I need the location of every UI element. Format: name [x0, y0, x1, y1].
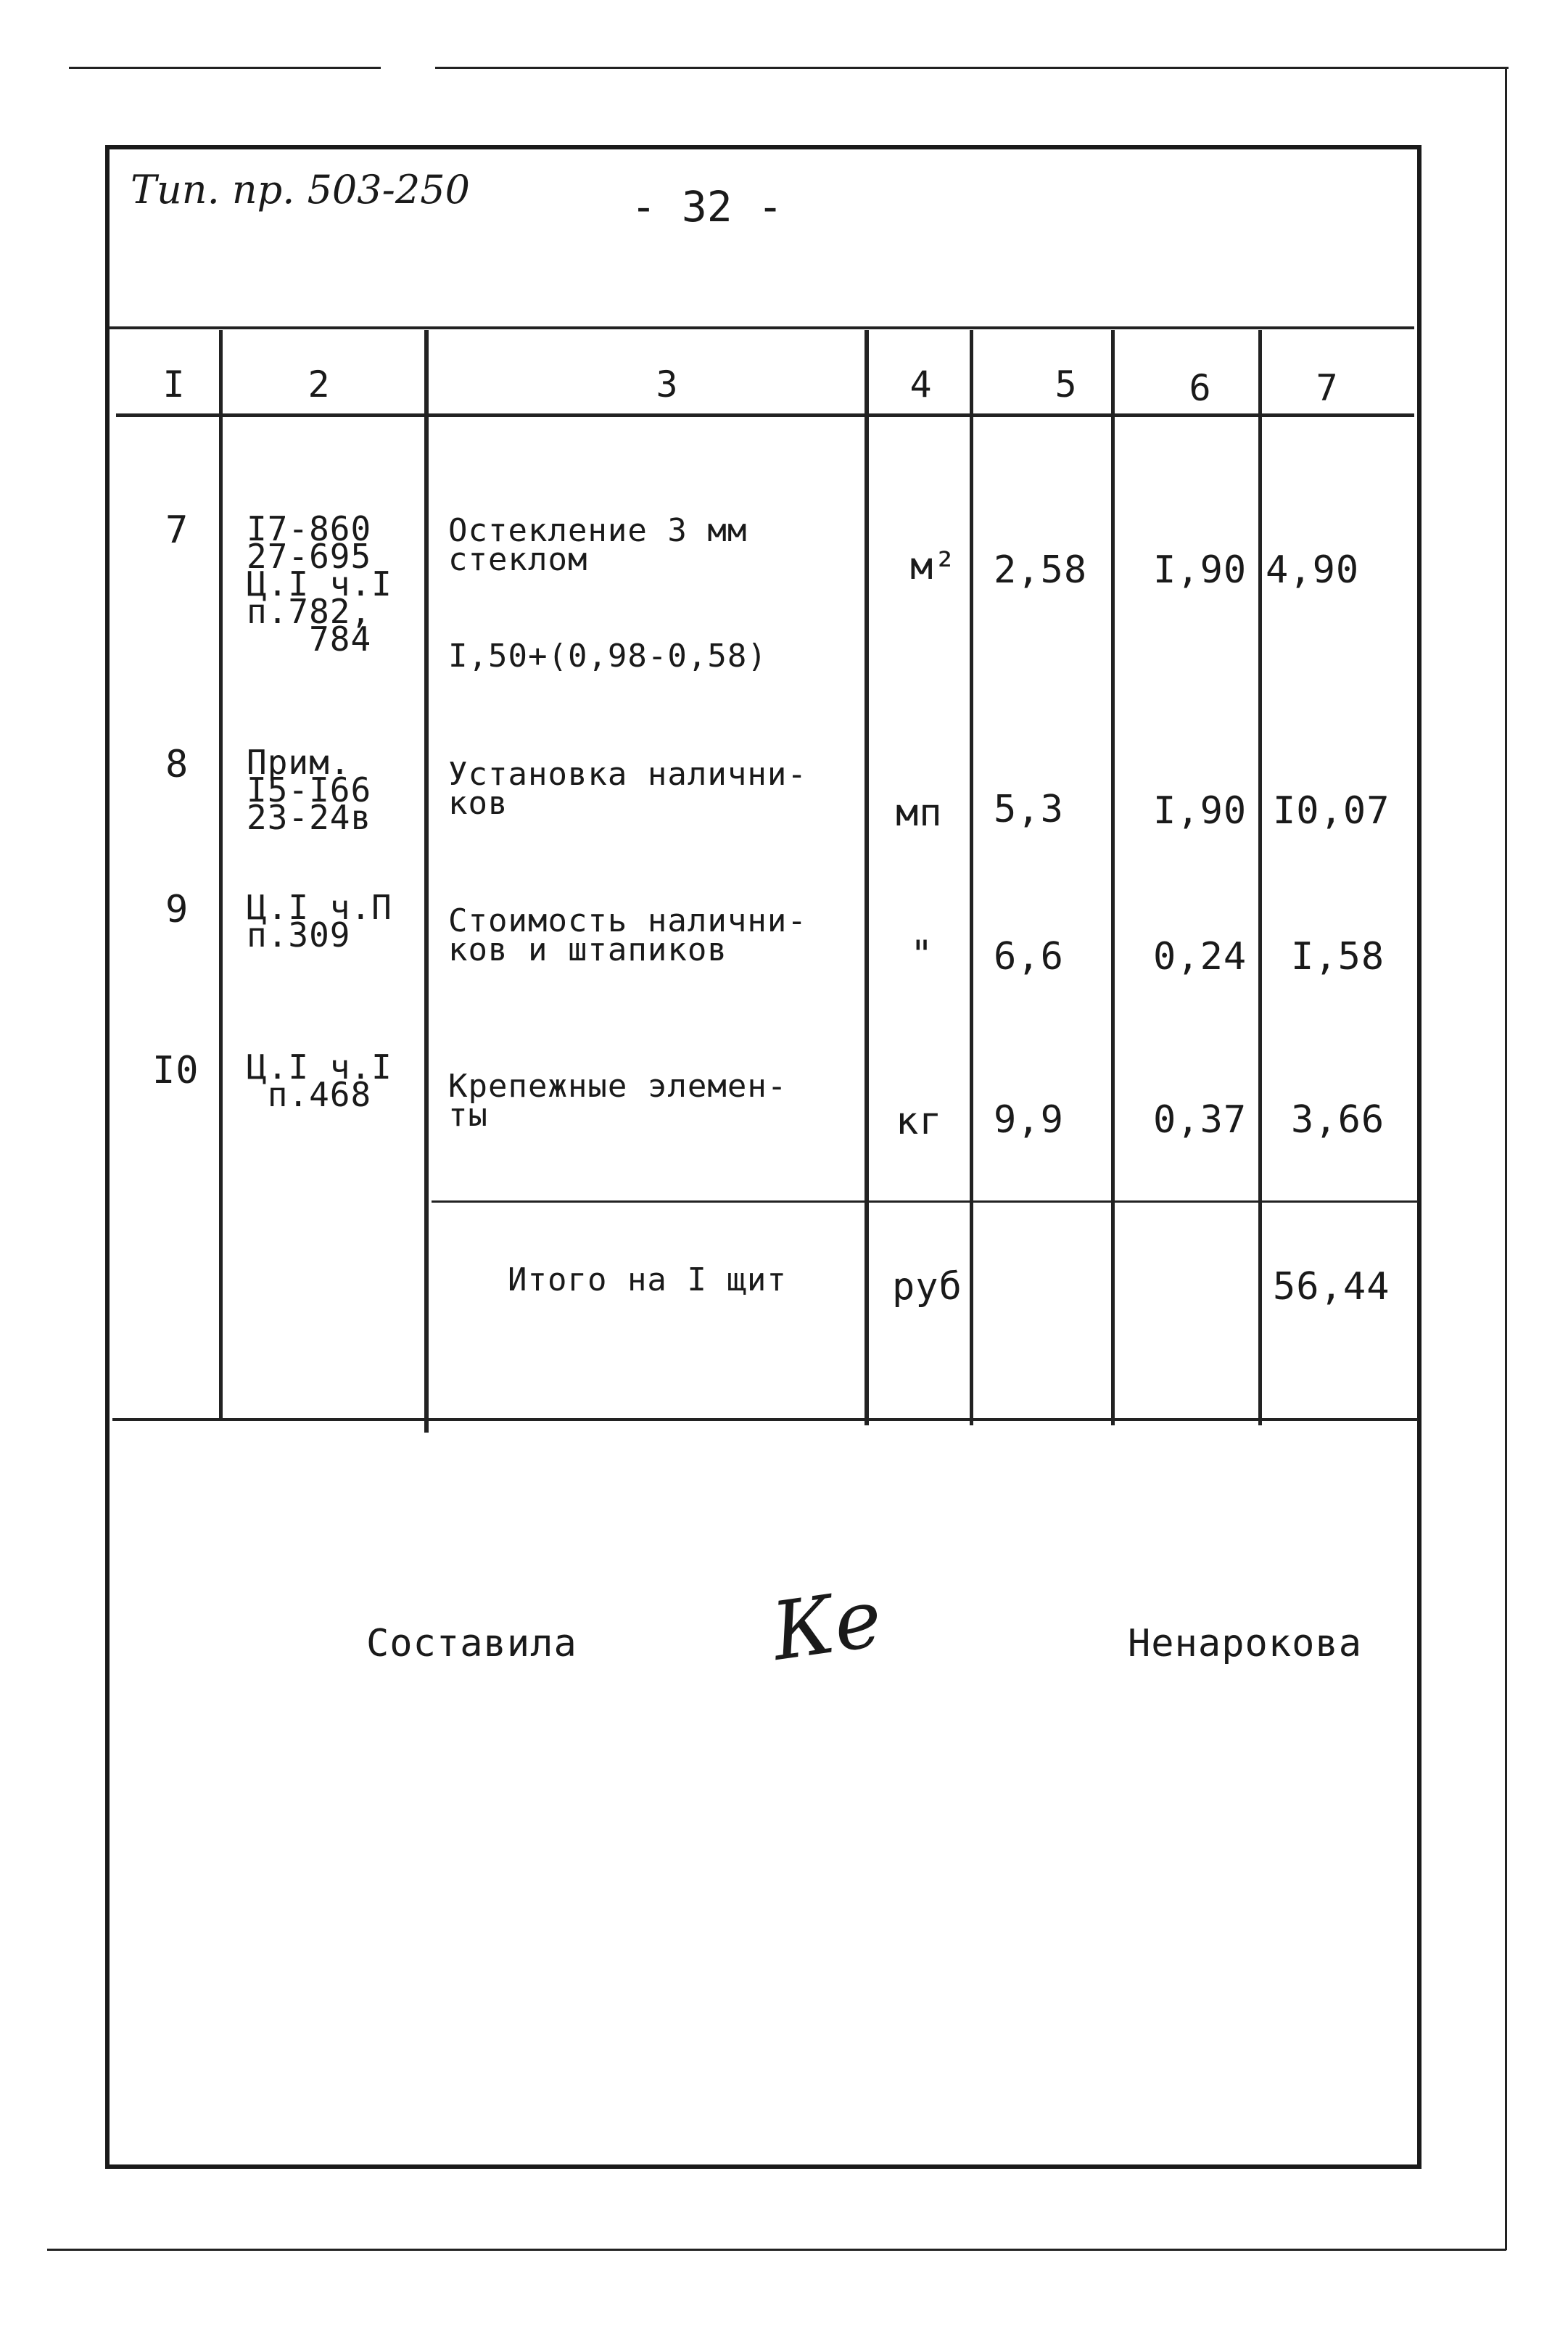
summary-label: Итого на I щит: [508, 1261, 787, 1298]
row-8-unit: мп: [896, 791, 943, 835]
top-cut-line-right: [435, 67, 1509, 69]
row-8-desc: Установка налични- ков: [448, 756, 807, 822]
row-8-total: I0,07: [1273, 789, 1390, 833]
col-divider-3: [865, 330, 869, 1425]
row-7-qty: 2,58: [994, 548, 1088, 592]
col-divider-4: [970, 330, 973, 1425]
col-header-7: 7: [1316, 367, 1339, 409]
signature: Ке: [766, 1571, 888, 1678]
top-cut-line-left: [69, 67, 381, 69]
row-10-unit: кг: [896, 1100, 943, 1143]
row-7-ref: I7-860 27-695 Ц.I ч.I п.782, 784: [247, 509, 392, 659]
row-7-total: 4,90: [1266, 548, 1360, 592]
compiled-by-label: Составила: [366, 1622, 577, 1665]
summary-top-line: [432, 1200, 1418, 1203]
row-7-desc: Остекление 3 мм стеклом: [448, 512, 748, 578]
row-9-ref: Ц.I ч.П п.309: [247, 888, 392, 955]
row-7-price: I,90: [1153, 548, 1247, 592]
document-code: Тип. пр. 503-250: [131, 167, 470, 213]
row-8-no: 8: [165, 743, 189, 786]
row-9-qty: 6,6: [994, 935, 1064, 979]
row-7-unit: м²: [910, 545, 957, 588]
right-cut-line: [1505, 67, 1507, 2250]
row-8-price: I,90: [1153, 789, 1247, 833]
col-header-3: 3: [656, 363, 679, 405]
col-header-2: 2: [308, 363, 331, 405]
summary-unit: руб: [892, 1265, 962, 1309]
row-8-qty: 5,3: [994, 788, 1064, 831]
col-divider-5: [1111, 330, 1115, 1425]
col-divider-1: [219, 330, 223, 1418]
row-10-no: I0: [152, 1049, 199, 1092]
row-8-ref: Прим. I5-I66 23-24в: [247, 743, 372, 837]
page-frame: [105, 145, 1421, 2169]
summary-total: 56,44: [1273, 1265, 1390, 1309]
page-number: - 32 -: [631, 182, 783, 231]
col-header-5: 5: [1055, 363, 1078, 405]
table-top-line: [109, 326, 1414, 329]
row-9-unit: ": [910, 933, 934, 976]
col-header-1: I: [162, 363, 186, 405]
row-9-no: 9: [165, 888, 189, 931]
row-10-total: 3,66: [1291, 1098, 1385, 1142]
col-divider-6: [1258, 330, 1262, 1425]
row-10-qty: 9,9: [994, 1098, 1064, 1142]
table-header-bottom-line: [116, 413, 1414, 417]
row-7-formula: I,50+(0,98-0,58): [448, 638, 767, 675]
row-9-desc: Стоимость налични- ков и штапиков: [448, 902, 807, 968]
row-10-ref: Ц.I ч.I п.468: [247, 1047, 392, 1114]
row-7-no: 7: [165, 508, 189, 552]
compiler-name: Ненарокова: [1128, 1622, 1363, 1665]
row-9-total: I,58: [1291, 935, 1385, 979]
col-header-6: 6: [1189, 367, 1212, 409]
row-9-price: 0,24: [1153, 935, 1247, 979]
col-header-4: 4: [909, 363, 933, 405]
bottom-cut-line: [47, 2249, 1506, 2251]
row-10-desc: Крепежные элемен- ты: [448, 1068, 788, 1134]
col-divider-2: [424, 330, 429, 1433]
table-bottom-line: [112, 1418, 1418, 1421]
row-10-price: 0,37: [1153, 1098, 1247, 1142]
